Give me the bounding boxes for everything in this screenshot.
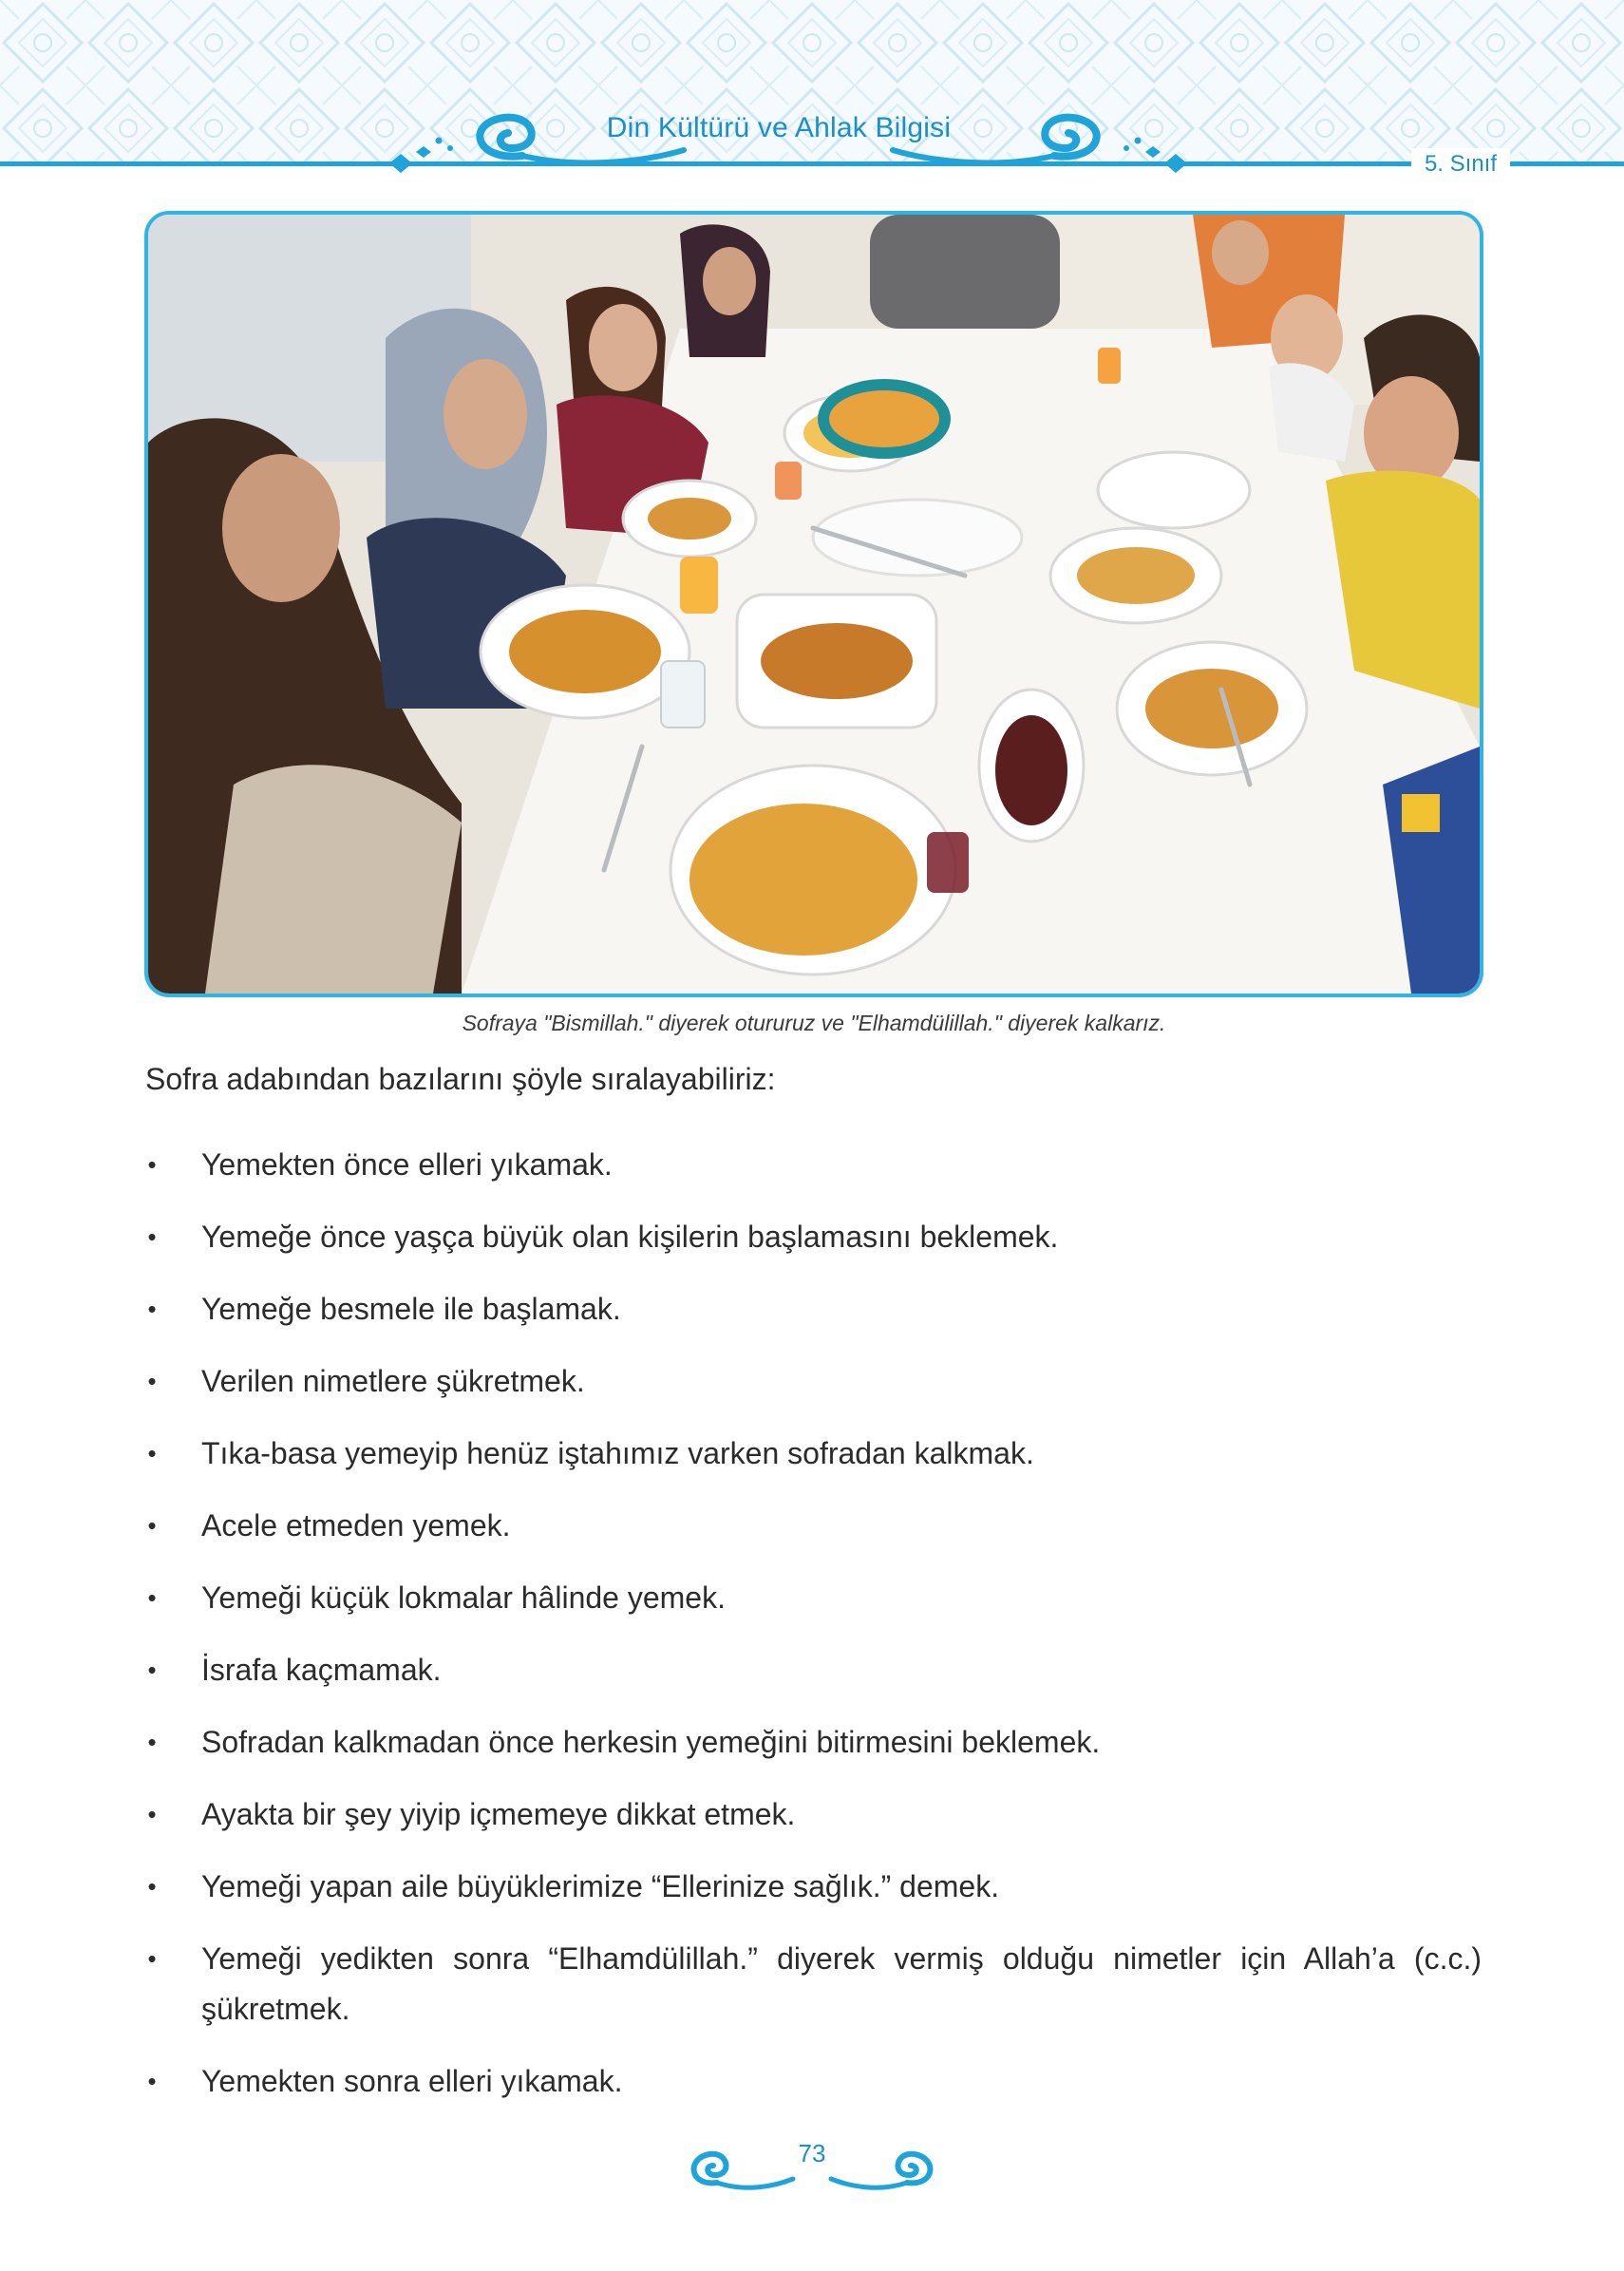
- bullet-icon: •: [147, 1367, 157, 1395]
- list-item: [142, 1501, 1482, 1551]
- list-item-text: Yemekten sonra elleri yıkamak.: [201, 2064, 623, 2098]
- list-item-text: Verilen nimetlere şükretmek.: [201, 1364, 585, 1398]
- list-item-text: İsrafa kaçmamak.: [201, 1653, 442, 1687]
- bullet-icon: •: [147, 1583, 157, 1612]
- list-item-text: Yemeği yedikten sonra “Elhamdülillah.” diyerek vermiş olduğu nimetler için Allah’a (c.c.) şükretmek.: [201, 1941, 1482, 2026]
- list-item: [142, 1789, 1482, 1840]
- bullet-icon: •: [147, 1295, 157, 1323]
- list-item: [142, 1429, 1482, 1479]
- bullet-icon: •: [147, 1800, 157, 1828]
- grade-label: 5. Sınıf: [1411, 148, 1510, 180]
- list-item-text: Yemeğe besmele ile başlamak.: [201, 1292, 621, 1326]
- list-item-text: Tıka-basa yemeyip henüz iştahımız varken sofradan kalkmak.: [201, 1436, 1034, 1470]
- family-meal-illustration: [148, 215, 1480, 994]
- list-item: [142, 1645, 1482, 1695]
- bullet-icon: •: [147, 1728, 157, 1756]
- family-meal-photo: [144, 211, 1483, 997]
- list-item-text: Ayakta bir şey yiyip içmemeye dikkat etmek.: [201, 1797, 796, 1831]
- list-item: [142, 1356, 1482, 1407]
- list-item: [142, 1573, 1482, 1623]
- list-item-text: Sofradan kalkmadan önce herkesin yemeğini bitirmesini beklemek.: [201, 1725, 1101, 1759]
- list-item-text: Yemekten önce elleri yıkamak.: [201, 1147, 613, 1182]
- bullet-icon: •: [147, 1872, 157, 1901]
- photo-caption: Sofraya "Bismillah." diyerek otururuz ve "Elhamdülillah." diyerek kalkarız.: [462, 1011, 1166, 1035]
- list-item-text: Yemeği küçük lokmalar hâlinde yemek.: [201, 1580, 726, 1615]
- bullet-icon: •: [147, 1150, 157, 1179]
- page-number: 73: [798, 2139, 826, 2167]
- bullet-icon: •: [147, 1944, 157, 1973]
- list-item: [142, 1862, 1482, 1912]
- bullet-icon: •: [147, 2067, 157, 2095]
- list-item: [142, 1140, 1482, 1190]
- list-item: [142, 1284, 1482, 1334]
- list-item-text: Yemeği yapan aile büyüklerimize “Ellerinize sağlık.” demek.: [201, 1869, 1000, 1903]
- bullet-icon: •: [147, 1656, 157, 1684]
- list-item-text: Yemeğe önce yaşça büyük olan kişilerin başlamasını beklemek.: [201, 1220, 1059, 1254]
- list-item: [142, 2056, 1482, 2107]
- etiquette-list: [142, 1140, 1482, 2129]
- bullet-icon: •: [147, 1222, 157, 1251]
- list-item: [142, 1717, 1482, 1768]
- list-item-text: Acele etmeden yemek.: [201, 1508, 511, 1542]
- bullet-icon: •: [147, 1511, 157, 1540]
- list-item: [142, 1934, 1482, 2034]
- book-title: Din Kültürü ve Ahlak Bilgisi: [606, 112, 952, 143]
- list-item: [142, 1212, 1482, 1262]
- bullet-icon: •: [147, 1439, 157, 1467]
- list-intro: Sofra adabından bazılarını şöyle sıralayabiliriz:: [145, 1062, 776, 1096]
